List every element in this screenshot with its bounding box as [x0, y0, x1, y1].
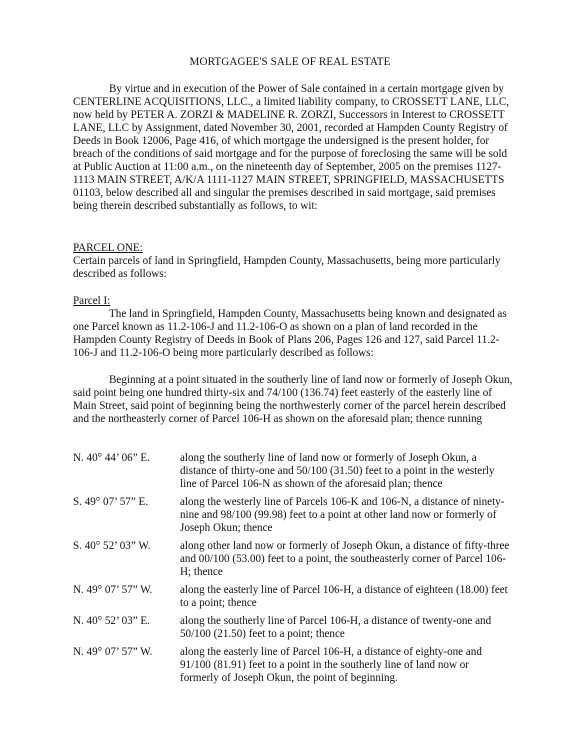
bound-description: along other land now or formerly of Joseph Okun, a distance of fifty-three and 00/100 (53.00) feet to a point, the southeasterly corner of Parcel 106-H; thence — [180, 540, 510, 578]
beginning-paragraph: Beginning at a point situated in the southerly line of land now or formerly of Joseph Okun, said point being one hundred thirty-six and 74/100 (136.74) feet easterly of the easterly line of Main Street, said point of beginning being the northwesterly corner of the parcel herein described and the northeasterly corner of Parcel 106-H as shown on the aforesaid plan; thence running — [73, 374, 513, 425]
bound-description: along the easterly line of Parcel 106-H, a distance of eighteen (18.00) feet to a point; thence — [180, 584, 508, 609]
bound-row — [73, 540, 523, 579]
bound-description: along the southerly line of land now or formerly of Joseph Okun, a distance of thirty-one and 50/100 (31.50) feet to a point in the westerly line of Parcel 106-N as shown of the aforesaid plan; thence — [180, 452, 495, 490]
bound-bearing: N. 40° 52’ 03” E. — [73, 615, 150, 627]
parcel-i-heading: Parcel I: — [73, 295, 111, 307]
bound-row — [73, 452, 523, 491]
bound-bearing: N. 49° 07’ 57” W. — [73, 584, 153, 596]
bound-bearing: S. 49° 07’ 57” E. — [73, 496, 149, 508]
bounds-list — [73, 452, 523, 690]
bound-description: along the westerly line of Parcels 106-K and 106-N, a distance of ninety-nine and 98/100 (99.98) feet to a point at other land now or formerly of Joseph Okun; thence — [180, 496, 505, 534]
parcel-one-heading: PARCEL ONE: — [73, 242, 143, 254]
bound-row — [73, 646, 523, 685]
bound-row — [73, 584, 523, 610]
bound-description: along the southerly line of Parcel 106-H, a distance of twenty-one and 50/100 (21.50) feet to a point; thence — [180, 615, 492, 640]
bound-description: along the easterly line of Parcel 106-H, a distance of eighty-one and 91/100 (81.91) feet to a point in the southerly line of land now or formerly of Joseph Okun, the point of beginning. — [180, 646, 482, 684]
parcel-one-paragraph: Certain parcels of land in Springfield, Hampden County, Massachusetts, being more particularly described as follows: — [73, 255, 501, 280]
intro-paragraph: By virtue and in execution of the Power of Sale contained in a certain mortgage given by CENTERLINE ACQUISITIONS, LLC., a limited liability company, to CROSSETT LANE, LLC, now held by PETER A. ZORZI & MADELINE R. ZORZI, Successors in Interest to CROSSETT LANE, LLC by Assignment, dated November 30, 2001, recorded at Hampden County Registry of Deeds in Book 12006, Page 416, of which mortgage the undersigned is the present holder, for breach of the conditions of said mortgage and for the purpose of foreclosing the same will be sold at Public Auction at 11:00 a.m., on the nineteenth day of September, 2005 on the premises 1127-1113 MAIN STREET, A/K/A 1111-1127 MAIN STREET, SPRINGFIELD, MASSACHUSETTS 01103, below described all and singular the premises described in said mortgage, said premises being therein described substantially as follows, to wit: — [73, 83, 510, 212]
document-title: MORTGAGEE'S SALE OF REAL ESTATE — [189, 56, 391, 68]
parcel-i-paragraph: The land in Springfield, Hampden County, Massachusetts being known and designated as one Parcel known as 11.2-106-J and 11.2-106-O as shown on a plan of land recorded in the Hampden County Registry of Deeds in Book of Plans 206, Pages 126 and 127, said Parcel 11.2-106-J and 11.2-106-O being more particularly described as follows: — [73, 308, 507, 359]
bound-bearing: N. 40° 44’ 06” E. — [73, 452, 150, 464]
bound-bearing: N. 49° 07’ 57” W. — [73, 646, 153, 658]
bound-bearing: S. 40° 52’ 03” W. — [73, 540, 151, 552]
bound-row — [73, 496, 523, 535]
bound-row — [73, 615, 523, 641]
